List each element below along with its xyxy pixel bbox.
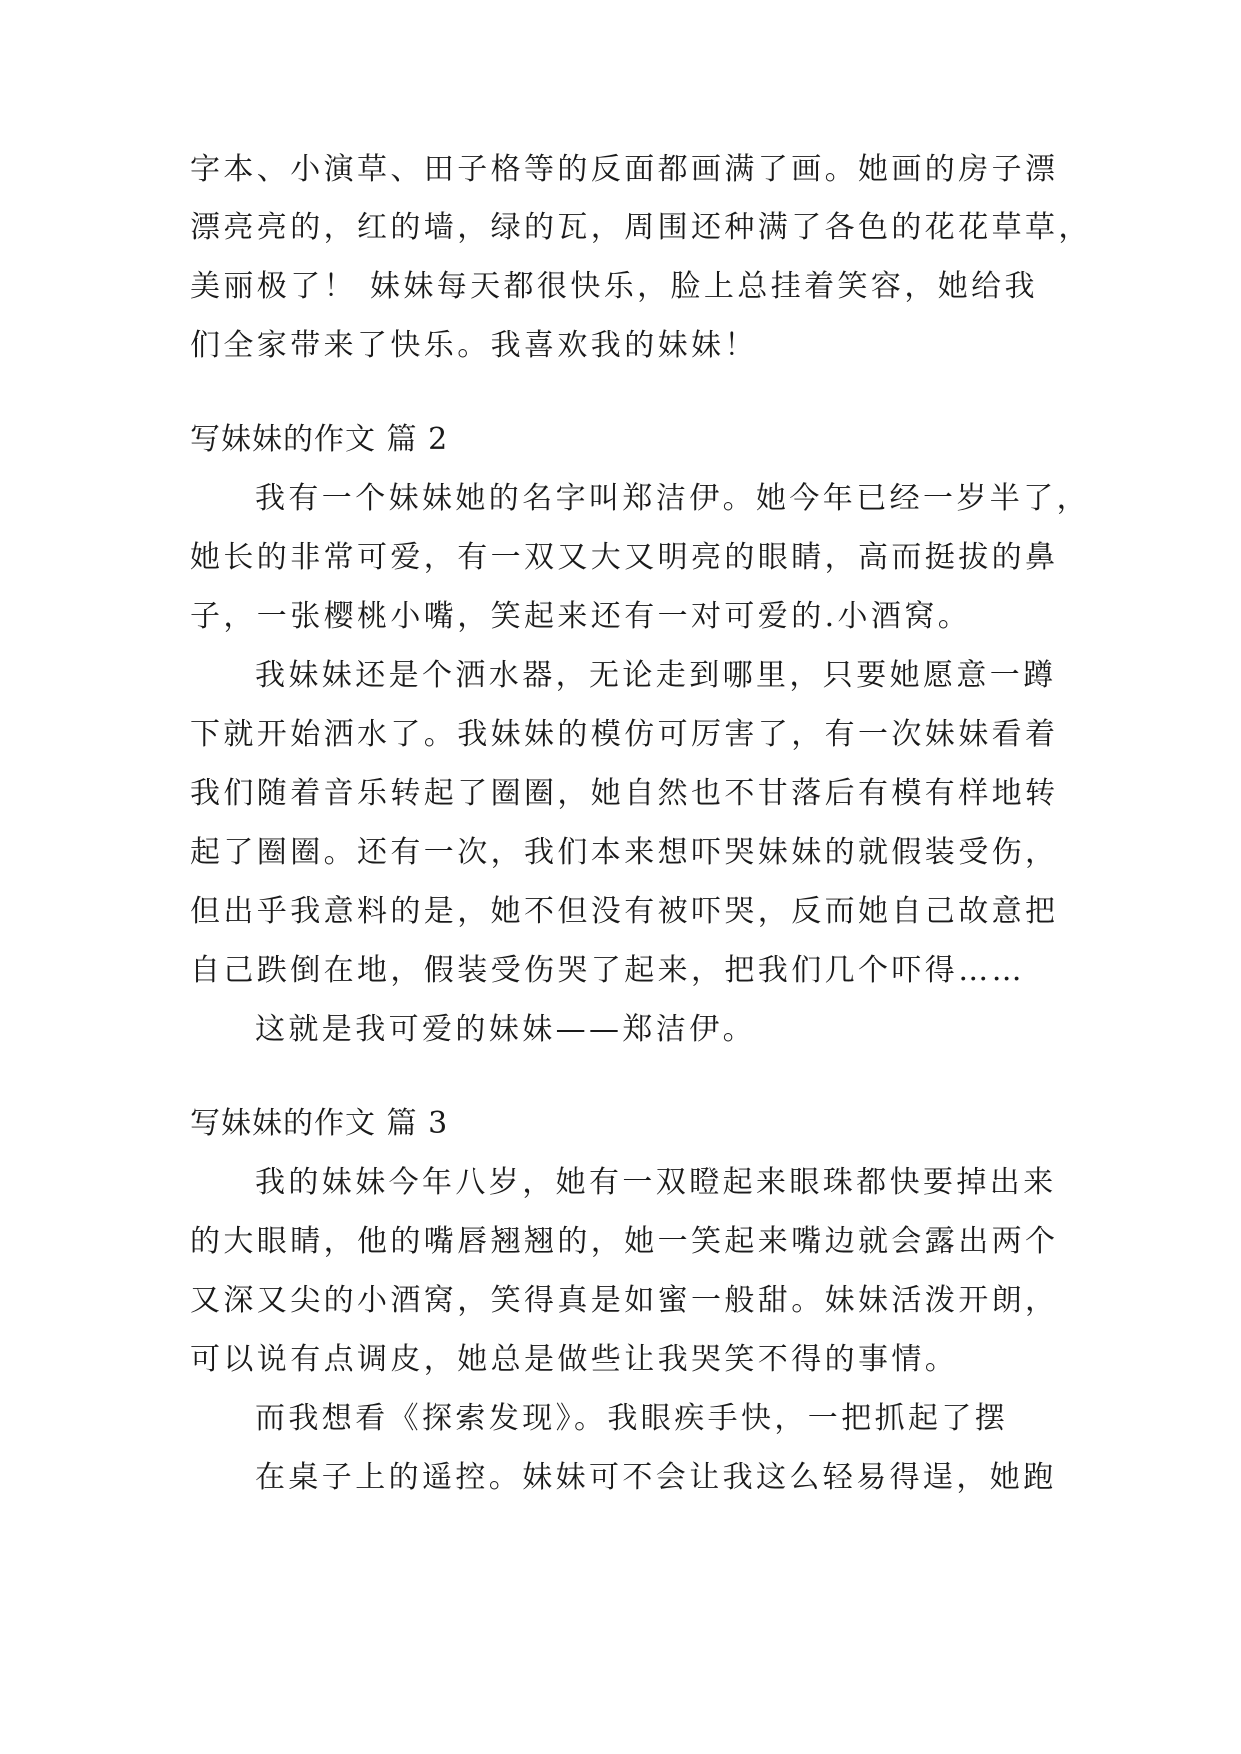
paragraph-line: 这就是我可爱的妹妹——郑洁伊。 (255, 1012, 756, 1047)
paragraph-line: 我有一个妹妹她的名字叫郑洁伊。她今年已经一岁半了， (255, 481, 1090, 516)
section-heading: 写妹妹的作文 篇 3 (190, 1106, 449, 1141)
paragraph-line: 美丽极了！ 妹妹每天都很快乐，脸上总挂着笑容，她给我 (190, 269, 1038, 304)
paragraph-line: 而我想看《探索发现》。我眼疾手快，一把抓起了摆 (255, 1401, 1009, 1436)
paragraph-line: 我妹妹还是个洒水器，无论走到哪里，只要她愿意一蹲 (255, 658, 1057, 693)
paragraph-line: 在桌子上的遥控。妹妹可不会让我这么轻易得逞，她跑 (255, 1460, 1057, 1495)
paragraph-line: 可以说有点调皮，她总是做些让我哭笑不得的事情。 (190, 1342, 959, 1377)
paragraph-line: 们全家带来了快乐。我喜欢我的妹妹！ (190, 328, 758, 363)
paragraph-line: 她长的非常可爱，有一双又大又明亮的眼睛，高而挺拔的鼻 (190, 540, 1059, 575)
paragraph-line: 但出乎我意料的是，她不但没有被吓哭，反而她自己故意把 (190, 894, 1059, 929)
paragraph-line: 子，一张樱桃小嘴，笑起来还有一对可爱的.小酒窝。 (190, 599, 972, 634)
paragraph-line: 漂亮亮的，红的墙，绿的瓦，周围还种满了各色的花花草草， (190, 210, 1092, 245)
paragraph-line: 起了圈圈。还有一次，我们本来想吓哭妹妹的就假装受伤， (190, 835, 1059, 870)
paragraph-line: 我的妹妹今年八岁，她有一双瞪起来眼珠都快要掉出来 (255, 1165, 1057, 1200)
paragraph-line: 自己跌倒在地，假装受伤哭了起来，把我们几个吓得…… (190, 953, 1025, 988)
paragraph-line: 的大眼睛，他的嘴唇翘翘的，她一笑起来嘴边就会露出两个 (190, 1224, 1059, 1259)
paragraph-line: 又深又尖的小酒窝，笑得真是如蜜一般甜。妹妹活泼开朗， (190, 1283, 1059, 1318)
paragraph-line: 我们随着音乐转起了圈圈，她自然也不甘落后有模有样地转 (190, 776, 1059, 811)
paragraph-line: 字本、小演草、田子格等的反面都画满了画。她画的房子漂 (190, 152, 1059, 187)
paragraph-line: 下就开始洒水了。我妹妹的模仿可厉害了，有一次妹妹看着 (190, 717, 1059, 752)
section-heading: 写妹妹的作文 篇 2 (190, 422, 449, 457)
